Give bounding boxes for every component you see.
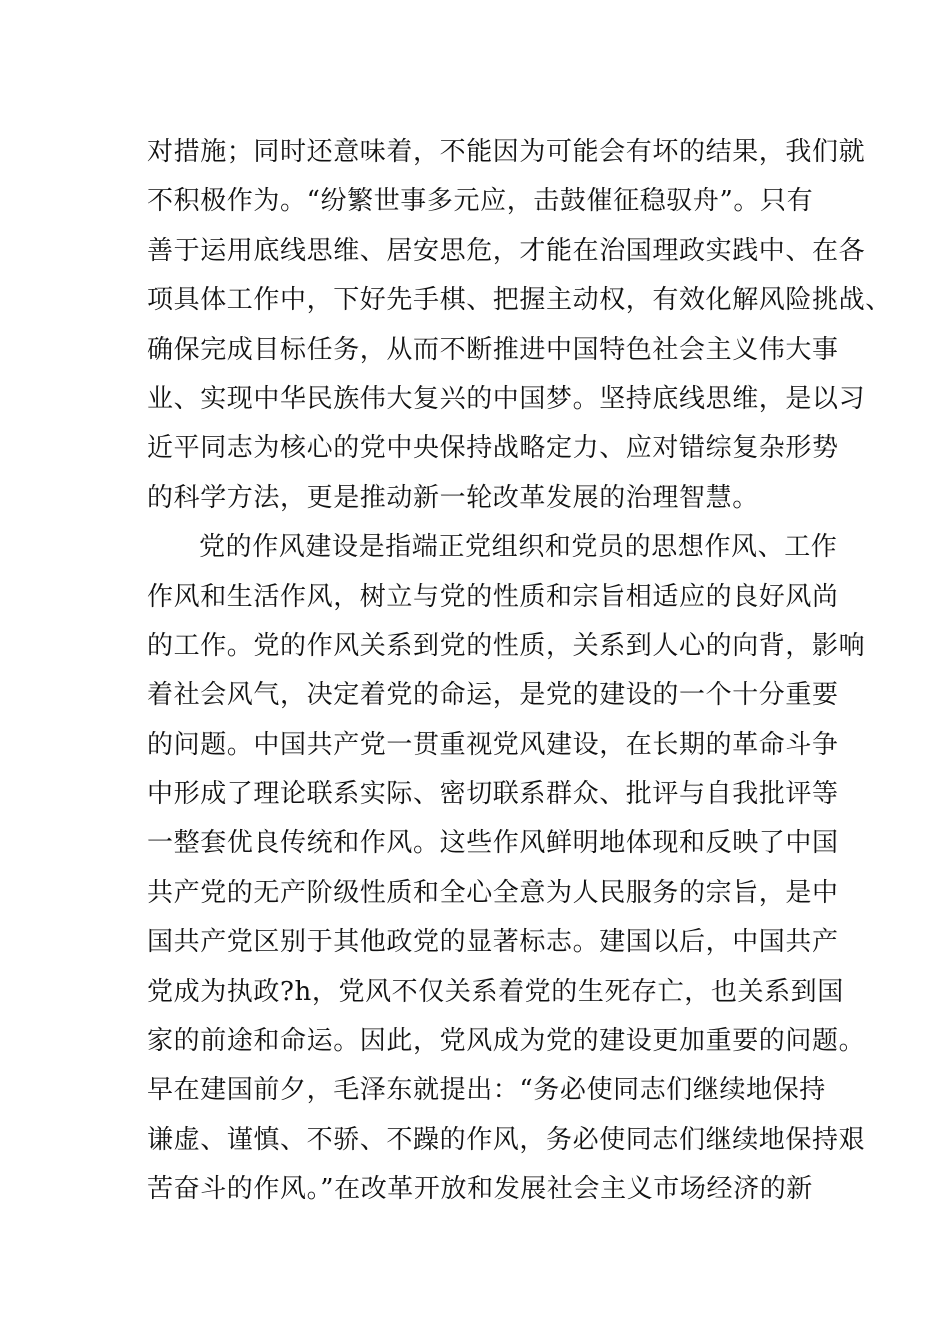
text-line: 党成为执政?h，党风不仅关系着党的生死存亡，也关系到国 (147, 976, 844, 1007)
text-line: 对措施；同时还意味着，不能因为可能会有坏的结果，我们就 (147, 137, 866, 167)
text-line: 项具体工作中，下好先手棋、把握主动权，有效化解风险挑战、 (147, 285, 892, 316)
text-line: 国共产党区别于其他政党的显著标志。建国以后，中国共产 (147, 927, 839, 958)
text-line: 共产党的无产阶级性质和全心全意为人民服务的宗旨，是中 (147, 877, 839, 908)
text-line: 苦奋斗的作风。”在改革开放和发展社会主义市场经济的新 (147, 1174, 813, 1205)
text-line: 的问题。中国共产党一贯重视党风建设，在长期的革命斗争 (147, 729, 839, 760)
text-line: 的科学方法，更是推动新一轮改革发展的治理智慧。 (147, 482, 759, 513)
paragraph-first-line: 党的作风建设是指端正党组织和党员的思想作风、工作 (199, 532, 838, 563)
text-line: 业、实现中华民族伟大复兴的中国梦。坚持底线思维，是以习 (147, 383, 866, 414)
body-text (147, 128, 892, 1215)
text-line: 不积极作为。“纷繁世事多元应，击鼓催征稳驭舟”。只有 (147, 186, 814, 217)
text-line: 确保完成目标任务，从而不断推进中国特色社会主义伟大事 (147, 334, 839, 365)
text-line: 家的前途和命运。因此，党风成为党的建设更加重要的问题。 (147, 1026, 866, 1057)
text-line: 近平同志为核心的党中央保持战略定力、应对错综复杂形势 (147, 433, 839, 464)
text-line: 中形成了理论联系实际、密切联系群众、批评与自我批评等 (147, 779, 839, 810)
text-line: 善于运用底线思维、居安思危，才能在治国理政实践中、在各 (147, 235, 866, 266)
text-line: 一整套优良传统和作风。这些作风鲜明地体现和反映了中国 (147, 828, 839, 859)
text-line: 谦虚、谨慎、不骄、不躁的作风，务必使同志们继续地保持艰 (147, 1124, 866, 1155)
text-line: 早在建国前夕，毛泽东就提出：“务必使同志们继续地保持 (147, 1075, 826, 1106)
text-line: 作风和生活作风，树立与党的性质和宗旨相适应的良好风尚 (147, 581, 839, 612)
text-line: 着社会风气，决定着党的命运，是党的建设的一个十分重要 (147, 680, 839, 711)
text-line: 的工作。党的作风关系到党的性质，关系到人心的向背，影响 (147, 630, 866, 661)
